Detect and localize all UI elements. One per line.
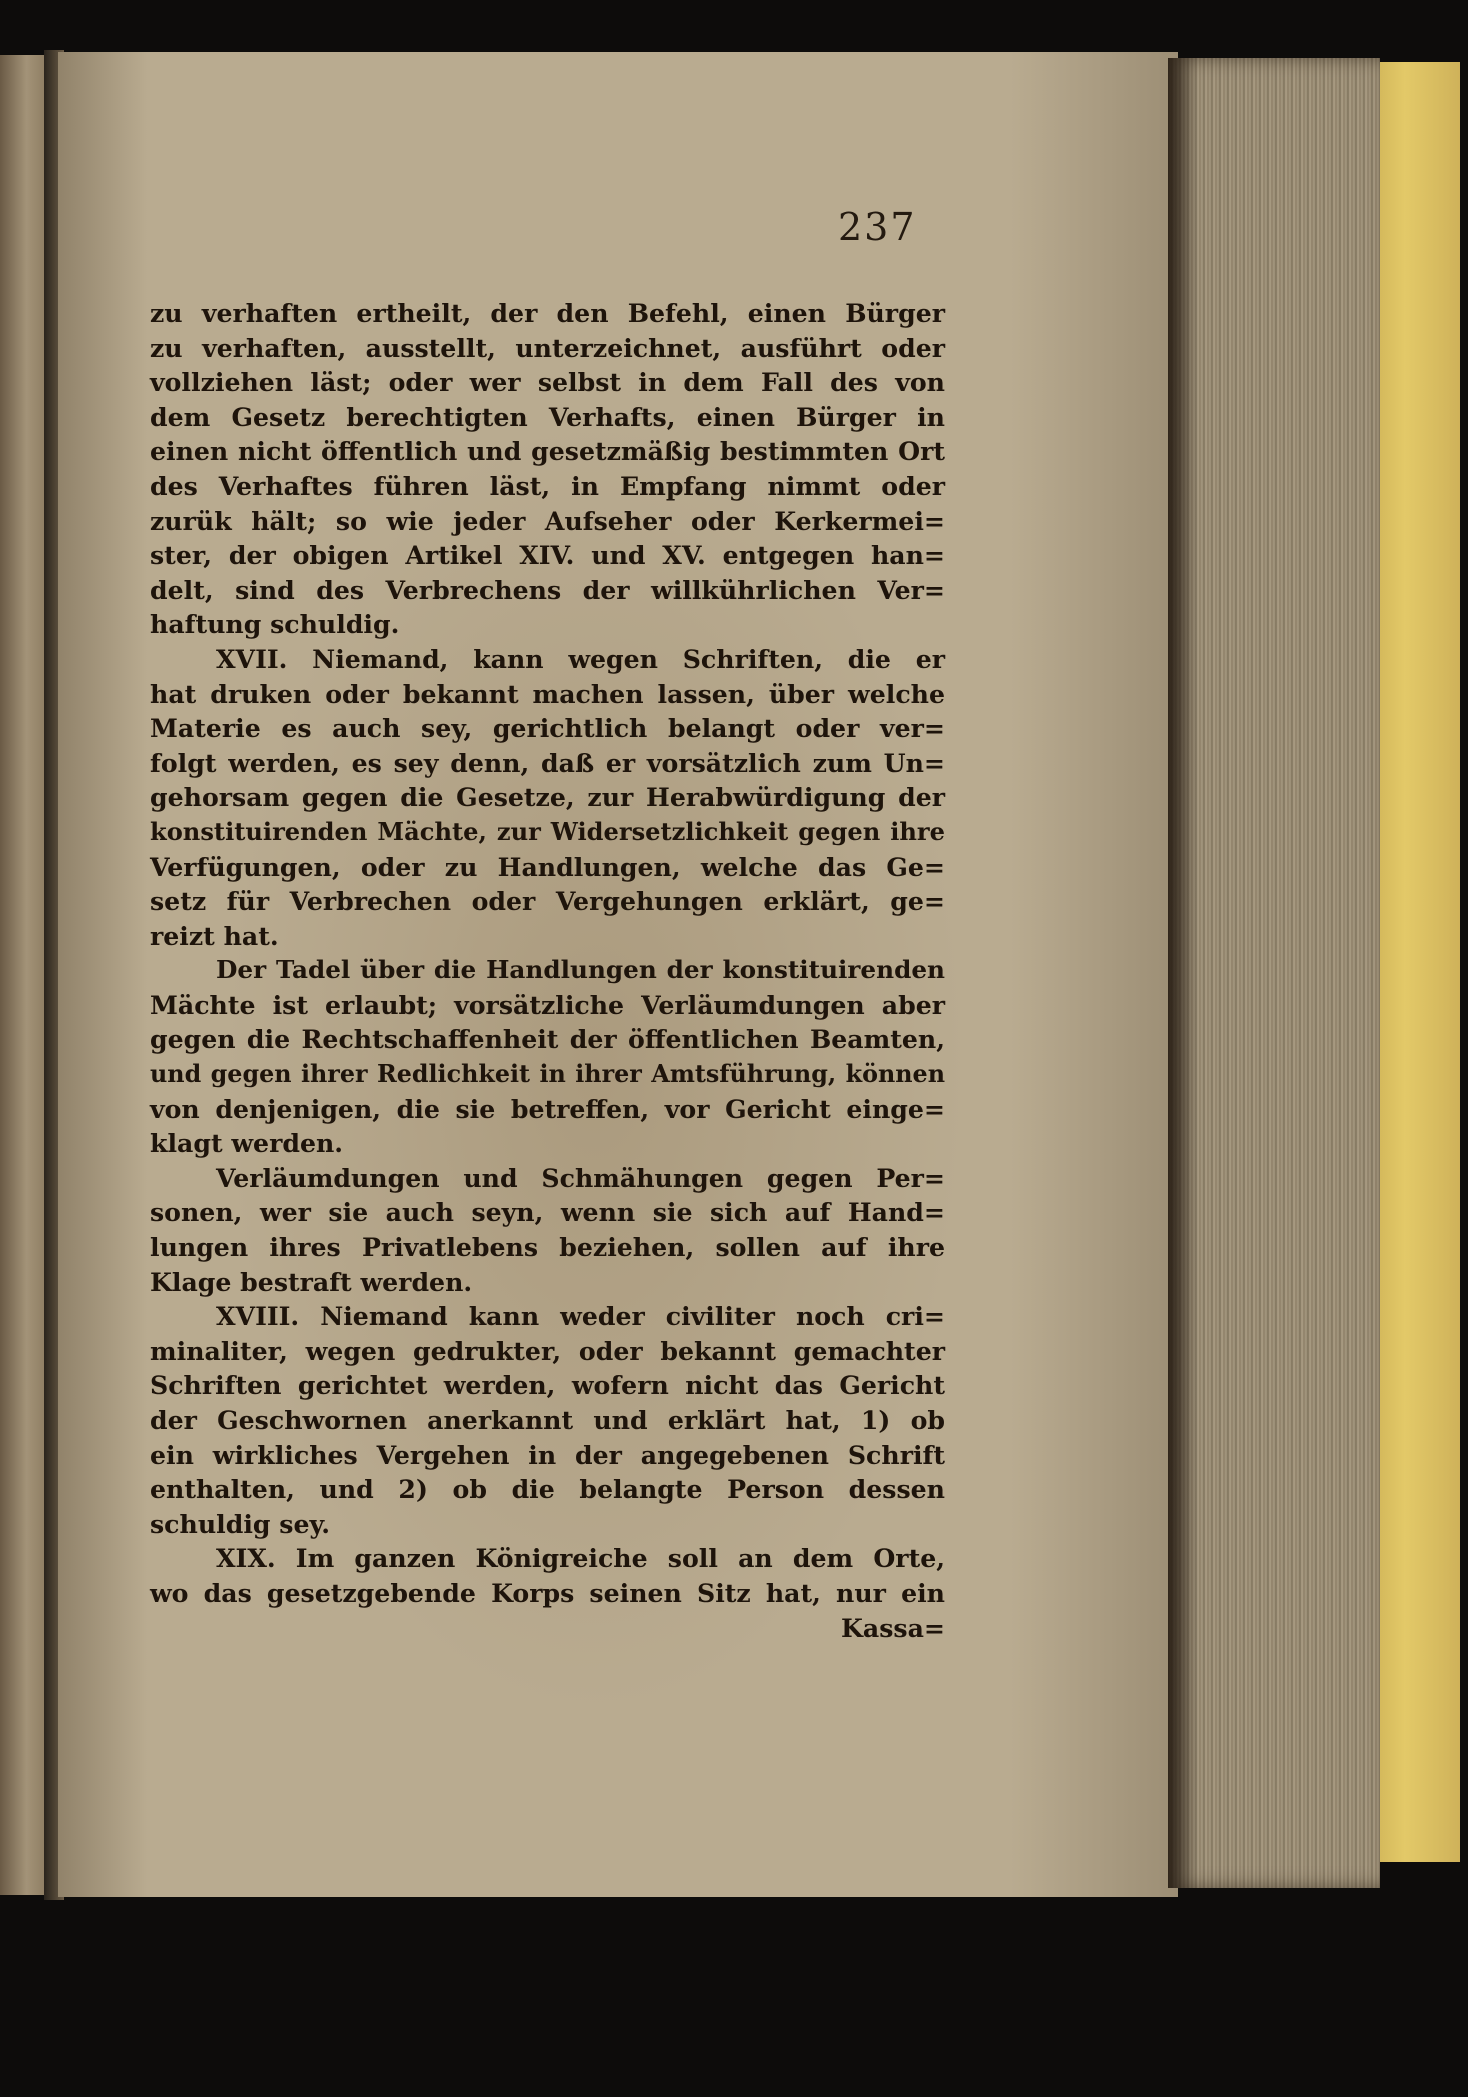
text-line: Mächte ist erlaubt; vorsätzliche Verläumdungen aber (150, 989, 945, 1020)
text-line: zu verhaften ertheilt, der den Befehl, einen Bürger (150, 298, 945, 328)
text-line: Materie es auch sey, gerichtlich belangt oder ver= (150, 713, 945, 744)
text-line: wo das gesetzgebende Korps seinen Sitz hat, nur ein (150, 1577, 945, 1608)
text-line: minaliter, wegen gedrukter, oder bekannt gemachter (150, 1335, 945, 1366)
text-line: zu verhaften, ausstellt, unterzeichnet, ausführt oder (150, 332, 945, 363)
text-line: ster, der obigen Artikel XIV. und XV. entgegen han= (150, 540, 945, 571)
text-line: vollziehen läst; oder wer selbst in dem Fall des von (150, 367, 945, 398)
text-line: Verläumdungen und Schmähungen gegen Per= (216, 1162, 945, 1193)
text-line: des Verhaftes führen läst, in Empfang nimmt oder (150, 470, 945, 501)
page-stack-shadow (1168, 58, 1198, 1888)
text-line: sonen, wer sie auch seyn, wenn sie sich auf Hand= (150, 1197, 945, 1228)
text-line: reizt hat. (150, 920, 279, 951)
text-line: Klage bestraft werden. (150, 1266, 473, 1297)
text-line: folgt werden, es sey denn, daß er vorsätzlich zum Un= (150, 747, 945, 778)
text-line: einen nicht öffentlich und gesetzmäßig bestimmten Ort (150, 436, 945, 467)
text-line: ein wirkliches Vergehen in der angegebenen Schrift (150, 1439, 945, 1470)
text-line: gegen die Rechtschaffenheit der öffentlichen Beamten, (150, 1024, 945, 1055)
text-line: und gegen ihrer Redlichkeit in ihrer Amtsführung, können (150, 1060, 945, 1089)
text-line: XIX. Im ganzen Königreiche soll an dem Orte, (216, 1543, 945, 1574)
body-text (150, 296, 945, 1645)
text-line: hat druken oder bekannt machen lassen, über welche (150, 678, 945, 709)
text-line: Schriften gerichtet werden, wofern nicht das Gericht (150, 1370, 945, 1401)
catchword: Kassa= (841, 1612, 945, 1643)
text-line: lungen ihres Privatlebens beziehen, sollen auf ihre (150, 1232, 945, 1263)
page-stack-edges (1168, 58, 1380, 1888)
text-line: konstituirenden Mächte, zur Widersetzlichkeit gegen ihre (150, 816, 945, 846)
text-line: klagt werden. (150, 1128, 344, 1159)
page-number: 237 (838, 205, 917, 249)
text-line: gehorsam gegen die Gesetze, zur Herabwürdigung der (150, 782, 945, 813)
text-line: XVIII. Niemand kann weder civiliter noch cri= (216, 1301, 945, 1332)
text-line: delt, sind des Verbrechens der willkührlichen Ver= (150, 574, 945, 605)
text-line: enthalten, und 2) ob die belangte Person dessen (150, 1474, 945, 1505)
text-line: Der Tadel über die Handlungen der konstituirenden (216, 955, 945, 985)
text-line: setz für Verbrechen oder Vergehungen erklärt, ge= (150, 886, 945, 917)
text-line: Verfügungen, oder zu Handlungen, welche das Ge= (150, 851, 945, 882)
text-line: haftung schuldig. (150, 609, 400, 640)
text-line: von denjenigen, die sie betreffen, vor Gericht einge= (150, 1093, 945, 1124)
facing-page-edge (0, 55, 48, 1895)
text-line: schuldig sey. (150, 1508, 330, 1539)
text-line: der Geschwornen anerkannt und erklärt hat, 1) ob (150, 1405, 945, 1435)
text-line: zurük hält; so wie jeder Aufseher oder Kerkermei= (150, 505, 945, 536)
text-line: XVII. Niemand, kann wegen Schriften, die er (216, 643, 945, 674)
text-line: dem Gesetz berechtigten Verhafts, einen Bürger in (150, 401, 945, 432)
